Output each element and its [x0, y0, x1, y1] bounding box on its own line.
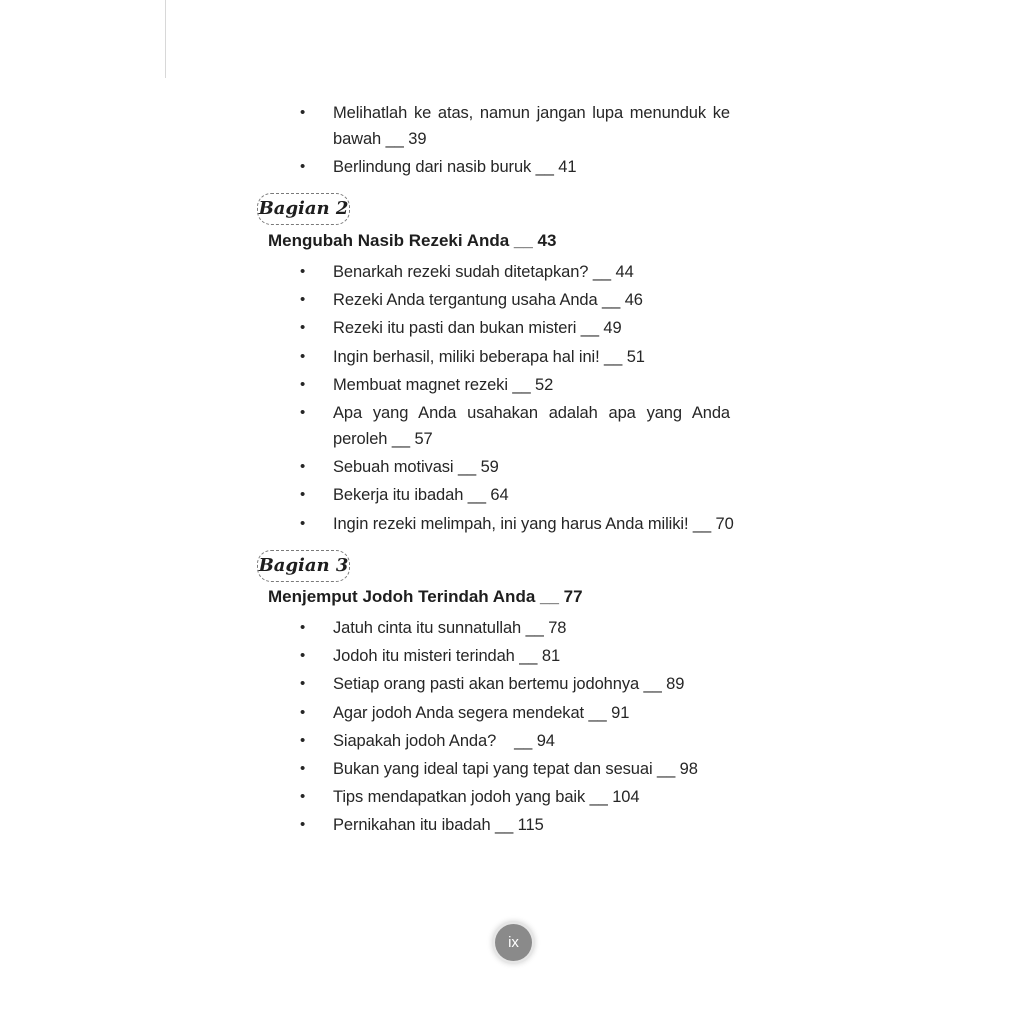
bullet-icon: • [300, 619, 306, 636]
bullet-icon: • [300, 263, 306, 280]
toc-entry-text: Siapakah jodoh Anda? __ 94 [333, 731, 555, 750]
bullet-icon: • [300, 291, 306, 309]
toc-entry [300, 344, 730, 370]
bullet-icon: • [300, 158, 306, 176]
bullet-icon: • [300, 675, 306, 693]
toc-entry-text: Rezeki Anda tergantung usaha Anda __ 46 [333, 291, 643, 310]
toc-entry [300, 671, 730, 697]
section-label-bagian-3: Bagian 3 [257, 550, 350, 582]
toc-entry [300, 482, 730, 508]
bullet-icon: • [300, 458, 306, 476]
toc-entry-text: Berlindung dari nasib buruk __ 41 [333, 158, 577, 177]
toc-entry [300, 615, 730, 641]
bullet-icon: • [300, 703, 306, 721]
bullet-icon: • [300, 731, 306, 749]
toc-entry-text: Ingin berhasil, miliki beberapa hal ini! __ 51 [333, 347, 645, 366]
toc-entry [300, 400, 730, 452]
toc-entry-text: Agar jodoh Anda segera mendekat __ 91 [333, 703, 630, 722]
page-number-badge: ix [495, 924, 532, 961]
toc-entry [300, 643, 730, 669]
toc-entry [300, 511, 734, 537]
toc-entry [300, 812, 730, 838]
bullet-icon: • [300, 816, 306, 834]
toc-entry-text: Setiap orang pasti akan bertemu jodohnya __ 89 [333, 675, 685, 694]
toc-entry [300, 372, 730, 398]
bullet-icon: • [300, 403, 306, 421]
toc-entry [300, 100, 730, 152]
toc-entry [300, 728, 730, 754]
section-title-bagian-2: Mengubah Nasib Rezeki Anda __ 43 [268, 231, 557, 250]
toc-entry-text: Apa yang Anda usahakan adalah apa yang Anda peroleh __ 57 [333, 403, 730, 448]
bullet-icon: • [300, 486, 306, 504]
toc-entry [300, 784, 730, 810]
toc-entry [300, 756, 730, 782]
toc-entry-text: Melihatlah ke atas, namun jangan lupa menunduk ke bawah __ 39 [333, 104, 730, 148]
toc-entry-text: Sebuah motivasi __ 59 [333, 458, 499, 477]
bullet-icon: • [300, 759, 306, 777]
bullet-icon: • [300, 347, 306, 365]
toc-entry-text: Ingin rezeki melimpah, ini yang harus Anda miliki! __ 70 [333, 514, 734, 533]
section-1-entries [300, 100, 730, 182]
bullet-icon: • [300, 375, 306, 393]
section-title-bagian-3: Menjemput Jodoh Terindah Anda __ 77 [268, 587, 583, 606]
section-3-entries [300, 615, 730, 841]
bullet-icon: • [300, 788, 306, 806]
toc-entry-text: Jodoh itu misteri terindah __ 81 [333, 647, 561, 666]
toc-entry-text: Benarkah rezeki sudah ditetapkan? __ 44 [333, 263, 634, 281]
toc-entry-text: Bekerja itu ibadah __ 64 [333, 486, 509, 505]
bullet-icon: • [300, 104, 306, 121]
toc-entry-text: Membuat magnet rezeki __ 52 [333, 375, 554, 394]
toc-entry-text: Rezeki itu pasti dan bukan misteri __ 49 [333, 319, 622, 338]
toc-entry-text: Bukan yang ideal tapi yang tepat dan sesuai __ 98 [333, 759, 698, 778]
toc-entry-text: Jatuh cinta itu sunnatullah __ 78 [333, 619, 567, 637]
section-label-bagian-2: Bagian 2 [257, 193, 350, 225]
section-2-entries [300, 259, 734, 539]
toc-entry-text: Pernikahan itu ibadah __ 115 [333, 816, 544, 835]
toc-entry [300, 154, 730, 180]
bullet-icon: • [300, 514, 306, 532]
toc-entry [300, 315, 730, 341]
bullet-icon: • [300, 319, 306, 337]
toc-entry [300, 259, 730, 285]
toc-entry [300, 454, 730, 480]
bullet-icon: • [300, 647, 306, 665]
toc-entry [300, 287, 730, 313]
toc-entry-text: Tips mendapatkan jodoh yang baik __ 104 [333, 788, 640, 807]
toc-entry [300, 700, 730, 726]
